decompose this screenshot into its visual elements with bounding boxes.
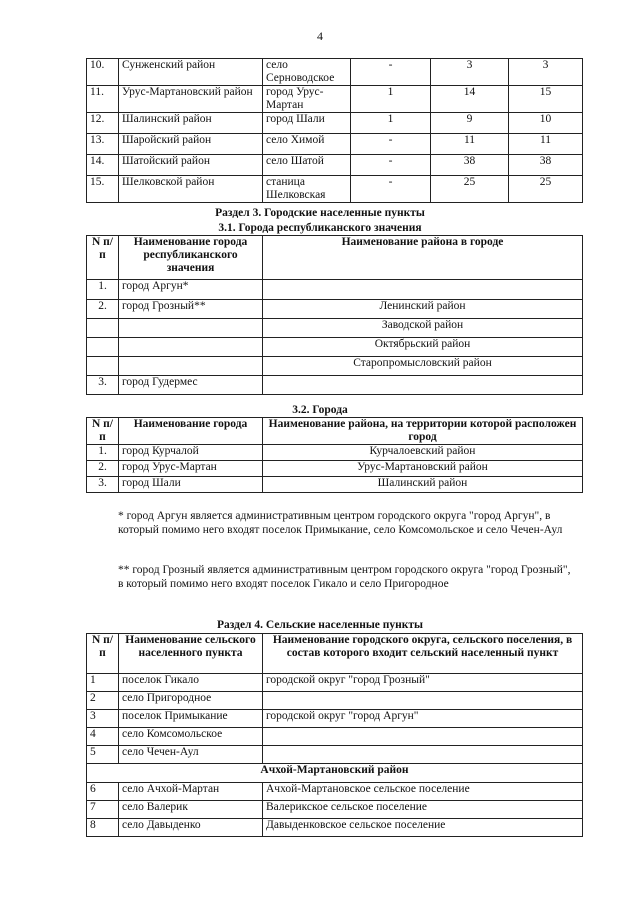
district-name: Шатойский район: [119, 155, 263, 176]
count-total: 25: [509, 176, 583, 203]
table-row: [87, 477, 583, 493]
footnote-argun: * город Аргун является административным центром городского округа "город Аргун", в который помимо него входят поселок Примыкание, село Комсомольское и село Чечен-Аул: [118, 510, 563, 536]
table-row: [87, 176, 583, 203]
row-number: 4: [87, 728, 119, 746]
count-total: 38: [509, 155, 583, 176]
settlement-name: поселок Гикало: [119, 674, 263, 692]
table-row: [87, 746, 583, 764]
districts-table: [86, 58, 583, 203]
header-city: Наименование города: [119, 418, 263, 445]
table-row: [87, 338, 583, 357]
table-row: [87, 376, 583, 395]
count-b: 38: [431, 155, 509, 176]
okrug-name: [263, 746, 583, 764]
city-district: Старопромысловский район: [263, 357, 583, 376]
district-name: Сунженский район: [119, 59, 263, 86]
okrug-name: [263, 728, 583, 746]
header-okrug: Наименование городского округа, сельского поселения, в состав которого входит сельский населенный пункт: [263, 634, 583, 674]
count-b: 25: [431, 176, 509, 203]
count-total: 10: [509, 113, 583, 134]
okrug-name: Ачхой-Мартановское сельское поселение: [263, 783, 583, 801]
count-a: 1: [351, 113, 431, 134]
table-row: [87, 461, 583, 477]
city-name: [119, 357, 263, 376]
table-row: [87, 300, 583, 319]
district-name: Шалинский район: [119, 113, 263, 134]
row-number: [87, 357, 119, 376]
table-row: [87, 280, 583, 300]
table-row: [87, 783, 583, 801]
row-number: 13.: [87, 134, 119, 155]
settlement-name: село Валерик: [119, 801, 263, 819]
section3-1-title: 3.1. Города республиканского значения: [218, 222, 422, 234]
row-number: 11.: [87, 86, 119, 113]
count-b: 3: [431, 59, 509, 86]
admin-center: станица Шелковская: [263, 176, 351, 203]
header-district: Наименование района в городе: [263, 236, 583, 280]
header-name: Наименование сельского населенного пункта: [119, 634, 263, 674]
table-row: [87, 801, 583, 819]
row-number: [87, 319, 119, 338]
city-name: город Курчалой: [119, 445, 263, 461]
city-name: город Гудермес: [119, 376, 263, 395]
city-district: Ленинский район: [263, 300, 583, 319]
settlement-name: село Чечен-Аул: [119, 746, 263, 764]
city-district: [263, 376, 583, 395]
region-name: Урус-Мартановский район: [263, 461, 583, 477]
row-number: 12.: [87, 113, 119, 134]
table-row: [87, 319, 583, 338]
row-number: 6: [87, 783, 119, 801]
district-name: Шаройский район: [119, 134, 263, 155]
row-number: 2.: [87, 461, 119, 477]
okrug-name: городской округ "город Аргун": [263, 710, 583, 728]
section3-title: Раздел 3. Городские населенные пункты: [215, 207, 425, 219]
okrug-name: городской округ "город Грозный": [263, 674, 583, 692]
row-number: 14.: [87, 155, 119, 176]
row-number: 2.: [87, 300, 119, 319]
count-b: 9: [431, 113, 509, 134]
city-district: [263, 280, 583, 300]
admin-center: село Химой: [263, 134, 351, 155]
row-number: 3.: [87, 477, 119, 493]
city-district: Заводской район: [263, 319, 583, 338]
cities-table: [86, 417, 583, 493]
header-n: N п/п: [87, 236, 119, 280]
settlement-name: село Пригородное: [119, 692, 263, 710]
admin-center: город Шали: [263, 113, 351, 134]
admin-center: село Шатой: [263, 155, 351, 176]
city-name: город Урус-Мартан: [119, 461, 263, 477]
count-b: 14: [431, 86, 509, 113]
district-subheader: Ачхой-Мартановский район: [87, 764, 583, 783]
table-row: [87, 86, 583, 113]
rural-settlements-table: [86, 633, 583, 837]
district-name: Урус-Мартановский район: [119, 86, 263, 113]
page-number: 4: [317, 29, 323, 43]
admin-center: город Урус-Мартан: [263, 86, 351, 113]
table-row: [87, 445, 583, 461]
count-a: -: [351, 134, 431, 155]
settlement-name: село Ачхой-Мартан: [119, 783, 263, 801]
city-name: [119, 338, 263, 357]
district-name: Шелковской район: [119, 176, 263, 203]
count-a: -: [351, 155, 431, 176]
row-number: 2: [87, 692, 119, 710]
admin-center: село Серноводское: [263, 59, 351, 86]
row-number: [87, 338, 119, 357]
table-row: [87, 357, 583, 376]
region-name: Шалинский район: [263, 477, 583, 493]
city-name: город Аргун*: [119, 280, 263, 300]
header-district: Наименование района, на территории которой расположен город: [263, 418, 583, 445]
city-name: город Шали: [119, 477, 263, 493]
header-n: N п/п: [87, 418, 119, 445]
count-b: 11: [431, 134, 509, 155]
row-number: 3: [87, 710, 119, 728]
table-row: [87, 155, 583, 176]
count-total: 3: [509, 59, 583, 86]
row-number: 15.: [87, 176, 119, 203]
table-row: [87, 674, 583, 692]
count-a: -: [351, 59, 431, 86]
table-row: [87, 728, 583, 746]
okrug-name: Валерикское сельское поселение: [263, 801, 583, 819]
row-number: 7: [87, 801, 119, 819]
table-row: [87, 59, 583, 86]
row-number: 1: [87, 674, 119, 692]
settlement-name: село Комсомольское: [119, 728, 263, 746]
count-total: 11: [509, 134, 583, 155]
table-row: [87, 692, 583, 710]
table-row: [87, 113, 583, 134]
section3-2-title: 3.2. Города: [292, 404, 348, 416]
table-row: [87, 819, 583, 837]
table-row: [87, 134, 583, 155]
row-number: 8: [87, 819, 119, 837]
header-city: Наименование города республиканского значения: [119, 236, 263, 280]
row-number: 3.: [87, 376, 119, 395]
header-n: N п/п: [87, 634, 119, 674]
count-a: 1: [351, 86, 431, 113]
table-row: [87, 710, 583, 728]
row-number: 10.: [87, 59, 119, 86]
section4-title: Раздел 4. Сельские населенные пункты: [216, 619, 424, 631]
region-name: Курчалоевский район: [263, 445, 583, 461]
count-a: -: [351, 176, 431, 203]
count-total: 15: [509, 86, 583, 113]
row-number: 1.: [87, 280, 119, 300]
city-name: [119, 319, 263, 338]
district-subheader-row: [87, 764, 583, 783]
city-district: Октябрьский район: [263, 338, 583, 357]
settlement-name: поселок Примыкание: [119, 710, 263, 728]
okrug-name: Давыденковское сельское поселение: [263, 819, 583, 837]
republic-cities-table: [86, 235, 583, 395]
okrug-name: [263, 692, 583, 710]
settlement-name: село Давыденко: [119, 819, 263, 837]
footnote-grozny: ** город Грозный является административным центром городского округа "город Грозный", в который помимо него входят поселок Гикало и село Пригородное: [118, 564, 571, 590]
city-name: город Грозный**: [119, 300, 263, 319]
row-number: 1.: [87, 445, 119, 461]
row-number: 5: [87, 746, 119, 764]
